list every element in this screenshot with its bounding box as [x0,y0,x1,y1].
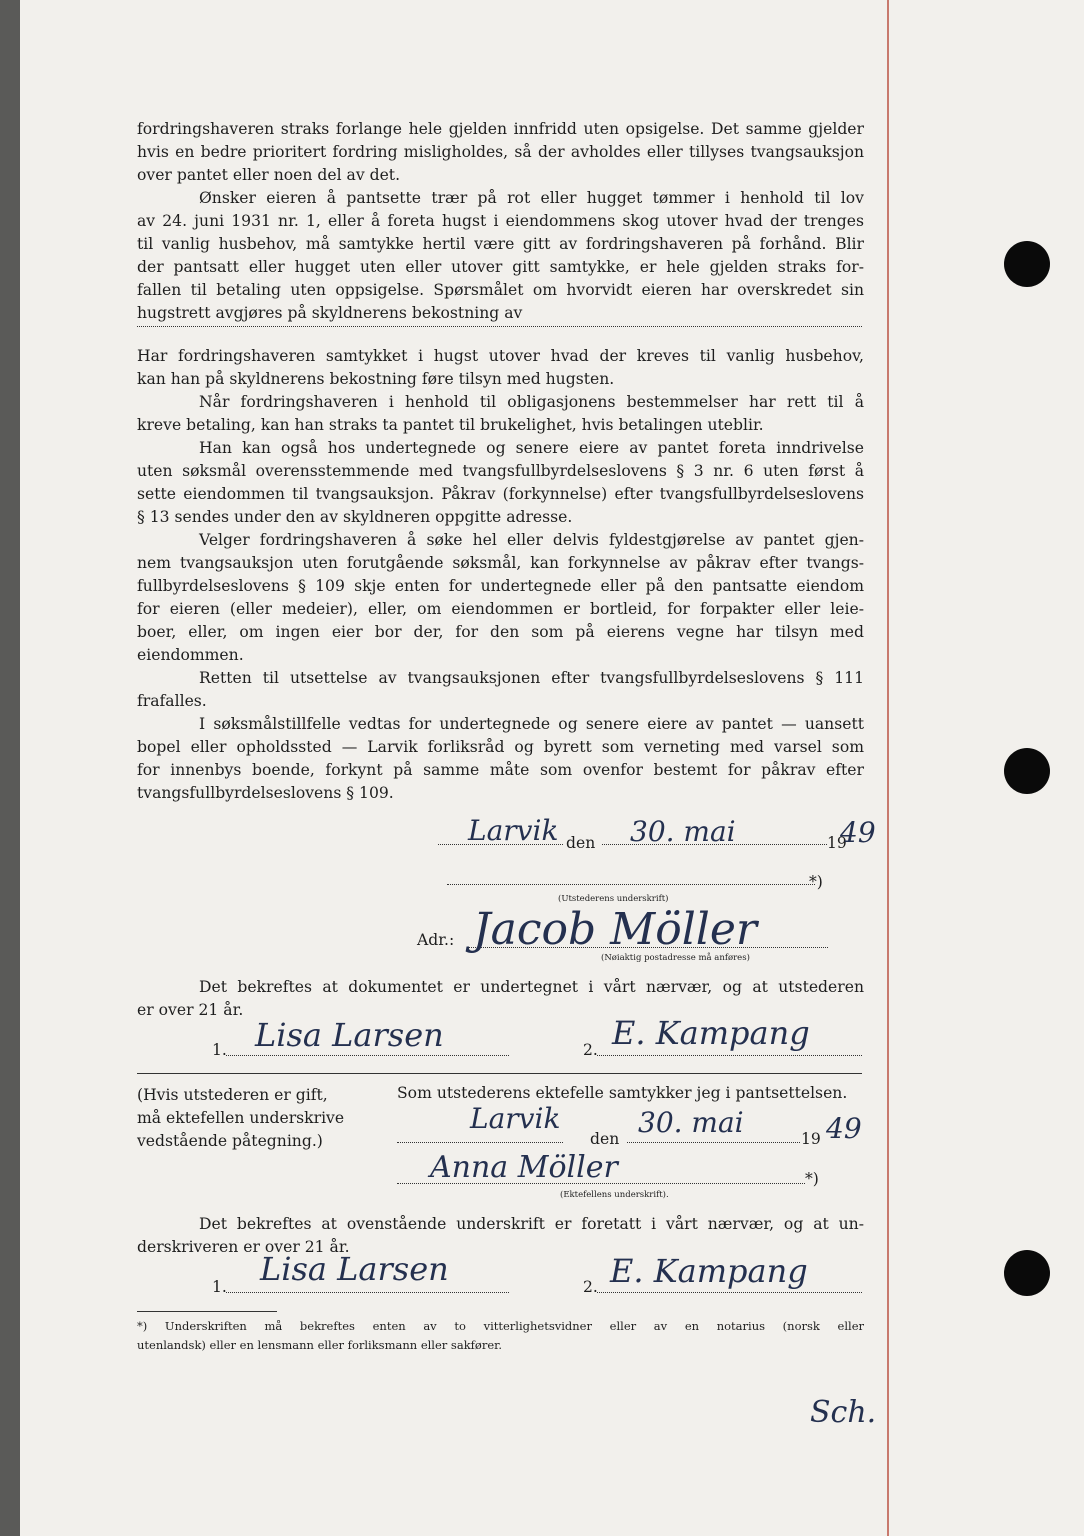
text-line: hvis en bedre prioritert fordring misligholdes, så der avholdes eller tillyses tvangsauksjon [137,143,864,161]
den-label: den [566,834,596,852]
text-line: Velger fordringshaveren å søke hel eller delvis fyldestgjørelse av pantet gjen- [199,531,864,549]
year-prefix: 19 [801,1130,821,1148]
text-line: § 13 sendes under den av skyldneren oppgitte adresse. [137,508,573,526]
text-line: sette eiendommen til tvangsauksjon. Påkrav (forkynnelse) efter tvangsfullbyrdelseslovens [137,485,864,503]
footnote-marker: *) [809,873,823,891]
text-line: fullbyrdelseslovens § 109 skje enten for undertegnede eller på den pantsatte eiendom [137,577,864,595]
witness-number-1: 1. [212,1041,227,1059]
punch-hole-bottom [1004,1250,1050,1296]
text-line: fallen til betaling uten oppsigelse. Spørsmålet om hvorvidt eieren har overskredet sin [137,281,864,299]
text-line: I søksmålstillfelle vedtas for undertegnede og senere eiere av pantet — uansett [199,715,864,733]
text-line: for eieren (eller medeier), eller, om eiendommen er bortleid, for forpakter eller leie- [137,600,864,618]
text-line: kan han på skyldnerens bekostning føre tilsyn med hugsten. [137,370,615,388]
handwritten-date: 30. mai [630,815,736,848]
spouse-consent-text: Som utstederens ektefelle samtykker jeg i pantsettelsen. [397,1084,848,1102]
witness-line-2 [597,1292,862,1293]
witness-line-1 [226,1292,509,1293]
footnote-line: *) Underskriften må bekreftes enten av to vitterlighetsvidner eller av en notarius (norsk eller [137,1319,864,1333]
witness-number-2: 2. [583,1041,598,1059]
handwritten-place: Larvik [470,1102,561,1135]
text-line: Retten til utsettelse av tvangsauksjonen efter tvangsfullbyrdelseslovens § 111 [199,669,864,687]
witness-number-2: 2. [583,1278,598,1296]
blank-fill-line [137,326,862,327]
paragraph-block-2 [137,345,864,805]
date-line [602,844,827,845]
text-line: må ektefellen underskrive [137,1109,345,1127]
section-divider [137,1073,862,1074]
footnote [137,1317,864,1355]
text-line: nem tvangsauksjon uten forutgående søksmål, kan forkynnelse av påkrav efter tvangs- [137,554,864,572]
text-line: av 24. juni 1931 nr. 1, eller å foreta hugst i eiendommens skog utover hvad der trenges [137,212,864,230]
text-line: over pantet eller noen del av det. [137,166,401,184]
text-line: derskriveren er over 21 år. [137,1238,350,1256]
text-line: (Hvis utstederen er gift, [137,1086,328,1104]
text-line: er over 21 år. [137,1001,244,1019]
handwritten-date: 30. mai [638,1106,744,1139]
witness-line-2 [597,1055,862,1056]
spouse-signature: Anna Möller [430,1150,618,1185]
text-line: uten søksmål overensstemmende med tvangsfullbyrdelseslovens § 3 nr. 6 uten først å [137,462,864,480]
place-line [397,1142,563,1143]
footnote-rule [137,1311,277,1312]
issuer-signature-caption: (Utstederens underskrift) [558,894,669,904]
handwritten-year: 49 [826,1112,862,1145]
spouse-instruction [137,1084,377,1153]
text-line: Han kan også hos undertegnede og senere eiere av pantet foreta inndrivelse [199,439,864,457]
text-line: hugstrett avgjøres på skyldnerens bekostning av [137,304,523,322]
place-line [438,844,563,845]
witness-signature-1: Lisa Larsen [255,1016,444,1054]
witness-signature-2: E. Kampang [612,1014,810,1052]
text-line: tvangsfullbyrdelseslovens § 109. [137,784,394,802]
text-line: kreve betaling, kan han straks ta pantet til brukelighet, hvis betalingen uteblir. [137,416,764,434]
witness-line-1 [226,1055,509,1056]
punch-hole-middle [1004,748,1050,794]
punch-hole-top [1004,241,1050,287]
spouse-signature-caption: (Ektefellens underskrift). [560,1190,669,1200]
address-caption: (Nøiaktig postadresse må anføres) [601,953,750,963]
margin-rule [887,0,889,1536]
den-label: den [590,1130,620,1148]
text-line: Har fordringshaveren samtykket i hugst utover hvad der kreves til vanlig husbehov, [137,347,864,365]
issuer-signature: Jacob Möller [473,904,757,955]
text-line: Det bekreftes at ovenstående underskrift er foretatt i vårt nærvær, og at un- [199,1215,864,1233]
address-label: Adr.: [417,931,455,949]
handwritten-year: 49 [840,816,876,849]
spouse-signature-line [397,1183,805,1184]
year-prefix: 19 [827,834,847,852]
text-line: vedstående påtegning.) [137,1132,323,1150]
witness-number-1: 1. [212,1278,227,1296]
text-line: fordringshaveren straks forlange hele gjelden innfridd uten opsigelse. Det samme gjelder [137,120,864,138]
text-line: bopel eller opholdssted — Larvik forliksråd og byrett som verneting med varsel som [137,738,864,756]
text-line: Når fordringshaveren i henhold til obligasjonens bestemmelser har rett til å [199,393,864,411]
date-line [627,1142,800,1143]
text-line: frafalles. [137,692,207,710]
text-line: eiendommen. [137,646,244,664]
handwritten-place: Larvik [468,814,559,847]
witness-signature-2: E. Kampang [610,1252,808,1290]
footnote-line: utenlandsk) eller en lensmann eller forliksmann eller sakfører. [137,1338,503,1352]
issuer-signature-line [447,884,815,885]
text-line: boer, eller, om ingen eier bor der, for den som på eierens vegne har tilsyn med [137,623,864,641]
text-line: Det bekreftes at dokumentet er undertegnet i vårt nærvær, og at utstederen [199,978,864,996]
footnote-marker: *) [805,1170,819,1188]
witness-signature-1: Lisa Larsen [260,1250,449,1288]
paragraph-block-1 [137,118,864,325]
text-line: Ønsker eieren å pantsette trær på rot eller hugget tømmer i henhold til lov [199,189,864,207]
text-line: der pantsatt eller hugget uten eller utover gitt samtykke, er hele gjelden straks for- [137,258,864,276]
text-line: til vanlig husbehov, må samtykke hertil være gitt av fordringshaveren på forhånd. Blir [137,235,864,253]
text-line: for innenbys boende, forkynt på samme måte som ovenfor bestemt for påkrav efter [137,761,864,779]
handwritten-initials: Sch. [810,1395,877,1430]
